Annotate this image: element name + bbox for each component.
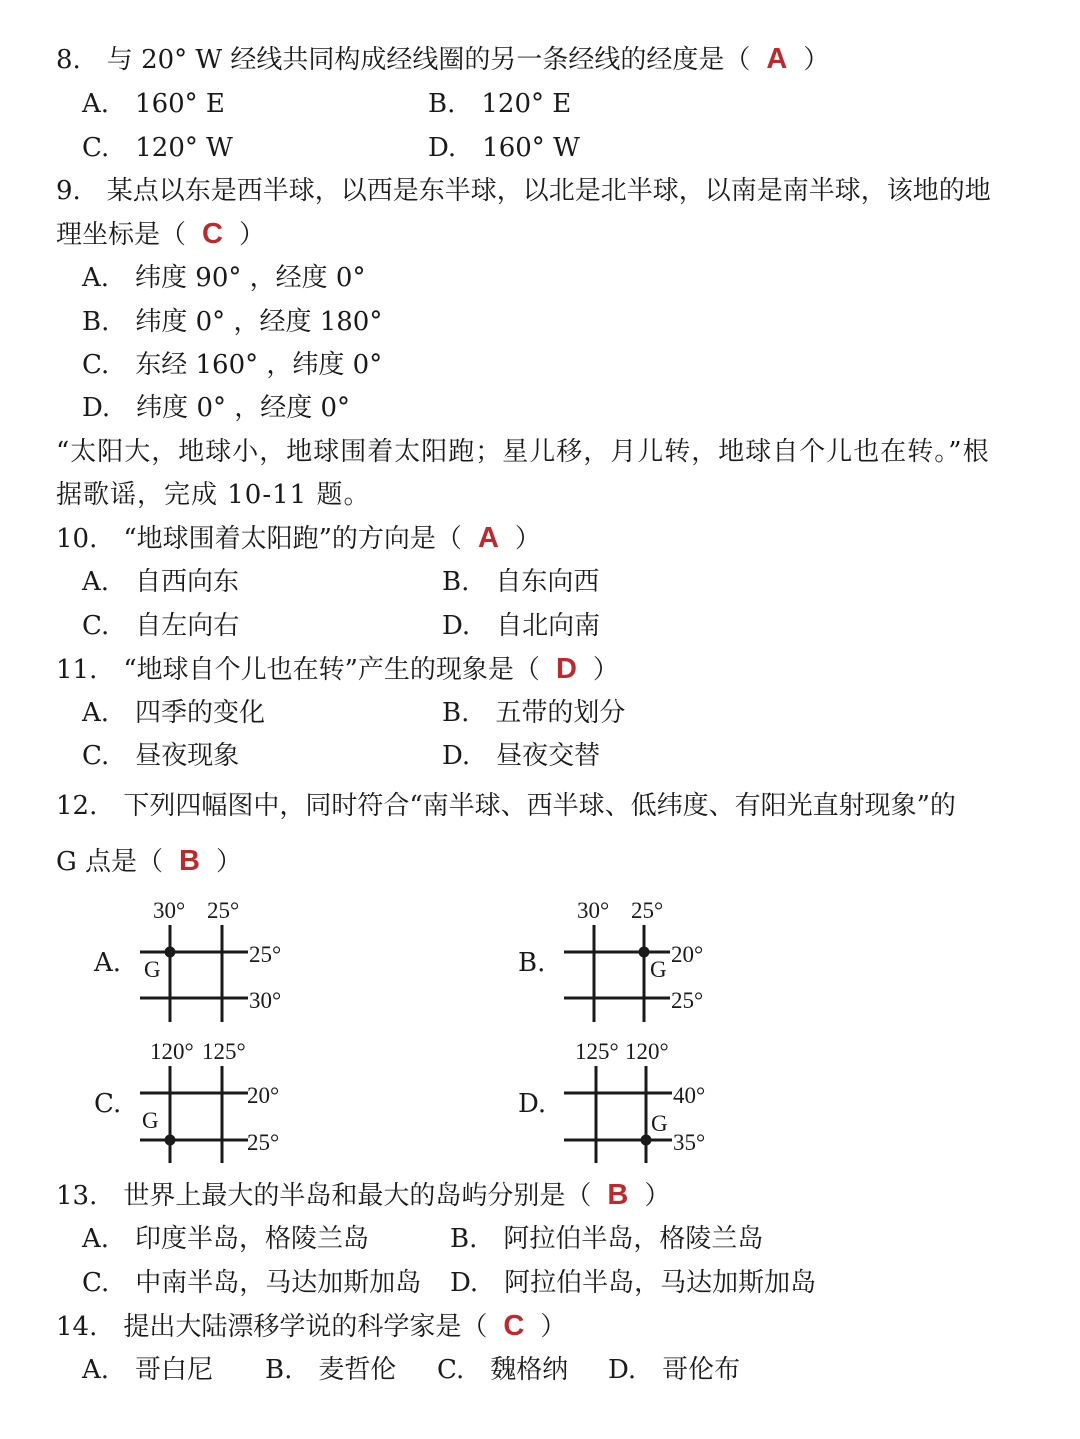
diagram-b-right-label-2: 25° xyxy=(671,988,704,1013)
q10-option-d: D. 自北向南 xyxy=(442,611,601,641)
diagram-b-top-label-2: 25° xyxy=(631,898,664,923)
q13-option-b: B. 阿拉伯半岛，格陵兰岛 xyxy=(450,1224,764,1254)
q12-stem-line1: 12. 下列四幅图中，同时符合“南半球、西半球、低纬度、有阳光直射现象”的 xyxy=(56,791,956,821)
passage-line1: “太阳大，地球小，地球围着太阳跑；星儿移，月儿转，地球自个儿也在转。”根 xyxy=(56,437,990,467)
q9-option-c: C. 东经 160° ，纬度 0° xyxy=(82,350,383,380)
diagram-d-top-label-2: 120° xyxy=(625,1039,669,1064)
q14-answer: C xyxy=(503,1310,525,1342)
q14-option-d: D. 哥伦布 xyxy=(608,1355,741,1385)
q11-stem: 11. “地球自个儿也在转”产生的现象是（ D ） xyxy=(56,653,619,685)
q8-stem: 8. 与 20° W 经线共同构成经线圈的另一条经线的经度是（ A ） xyxy=(56,43,830,75)
diagram-d-right-label-2: 35° xyxy=(673,1130,706,1155)
q8-option-a: A. 160° E xyxy=(82,89,225,119)
diagram-a-top-label-1: 30° xyxy=(153,898,186,923)
q12-answer: B xyxy=(179,845,200,877)
q13-stem: 13. 世界上最大的半岛和最大的岛屿分别是（ B ） xyxy=(56,1179,671,1211)
diagram-d-right-label-1: 40° xyxy=(673,1083,706,1108)
q9-answer: C xyxy=(202,218,223,250)
q8-option-b: B. 120° E xyxy=(428,89,572,119)
q10-stem: 10. “地球围着太阳跑”的方向是（ A ） xyxy=(56,522,541,554)
q14-option-b: B. 麦哲伦 xyxy=(265,1355,397,1385)
q13-option-c: C. 中南半岛，马达加斯加岛 xyxy=(82,1268,422,1298)
q11-option-a: A. 四季的变化 xyxy=(82,698,266,728)
q11-option-b: B. 五带的划分 xyxy=(442,698,626,728)
diagram-c-point-label: G xyxy=(142,1108,159,1133)
q10-option-c: C. 自左向右 xyxy=(82,611,240,641)
q11-option-d: D. 昼夜交替 xyxy=(442,741,601,771)
diagram-d-label: D. xyxy=(518,1089,547,1119)
diagram-d-point-label: G xyxy=(651,1111,668,1136)
q9-stem-line1: 9. 某点以东是西半球，以西是东半球，以北是北半球，以南是南半球，该地的地 xyxy=(56,176,991,206)
diagram-d-top-label-1: 125° xyxy=(575,1039,619,1064)
q8-answer: A xyxy=(766,43,788,75)
q11-answer: D xyxy=(555,653,577,685)
q10-answer: A xyxy=(477,522,499,554)
diagram-a-right-label-1: 25° xyxy=(249,942,282,967)
q9-stem-line2: 理坐标是（ C ） xyxy=(56,218,265,250)
q10-option-a: A. 自西向东 xyxy=(82,567,240,597)
diagram-a-right-label-2: 30° xyxy=(249,988,282,1013)
diagram-a-top-label-2: 25° xyxy=(207,898,240,923)
diagram-b-right-label-1: 20° xyxy=(671,942,704,967)
diagram-c-right-label-1: 20° xyxy=(247,1083,280,1108)
diagram-d-point-g xyxy=(641,1135,652,1146)
q13-answer: B xyxy=(607,1179,629,1211)
diagram-b-top-label-1: 30° xyxy=(577,898,610,923)
q8-option-d: D. 160° W xyxy=(428,133,580,163)
diagram-c-label: C. xyxy=(94,1089,122,1119)
q14-option-c: C. 魏格纳 xyxy=(437,1355,569,1385)
q13-option-d: D. 阿拉伯半岛，马达加斯加岛 xyxy=(450,1268,817,1298)
q9-option-a: A. 纬度 90° ，经度 0° xyxy=(82,263,366,293)
passage-line2: 据歌谣，完成 10-11 题。 xyxy=(56,480,371,510)
q12-stem-line2: G 点是（ B ） xyxy=(56,845,243,877)
diagram-c-top-label-2: 125° xyxy=(202,1039,246,1064)
diagram-a-label: A. xyxy=(94,948,122,978)
q8-option-c: C. 120° W xyxy=(82,133,233,163)
diagram-c-right-label-2: 25° xyxy=(247,1130,280,1155)
diagram-a-point-label: G xyxy=(144,957,161,982)
q13-option-a: A. 印度半岛，格陵兰岛 xyxy=(82,1224,370,1254)
q14-option-a: A. 哥白尼 xyxy=(82,1355,214,1385)
q9-option-b: B. 纬度 0° ，经度 180° xyxy=(82,307,383,337)
q11-option-c: C. 昼夜现象 xyxy=(82,741,240,771)
diagram-c-top-label-1: 120° xyxy=(150,1039,194,1064)
q9-option-d: D. 纬度 0° ，经度 0° xyxy=(82,393,351,423)
diagram-b-point-label: G xyxy=(650,957,667,982)
diagram-b-label: B. xyxy=(518,948,546,978)
q10-option-b: B. 自东向西 xyxy=(442,567,600,597)
q14-stem: 14. 提出大陆漂移学说的科学家是（ C ） xyxy=(56,1310,567,1342)
